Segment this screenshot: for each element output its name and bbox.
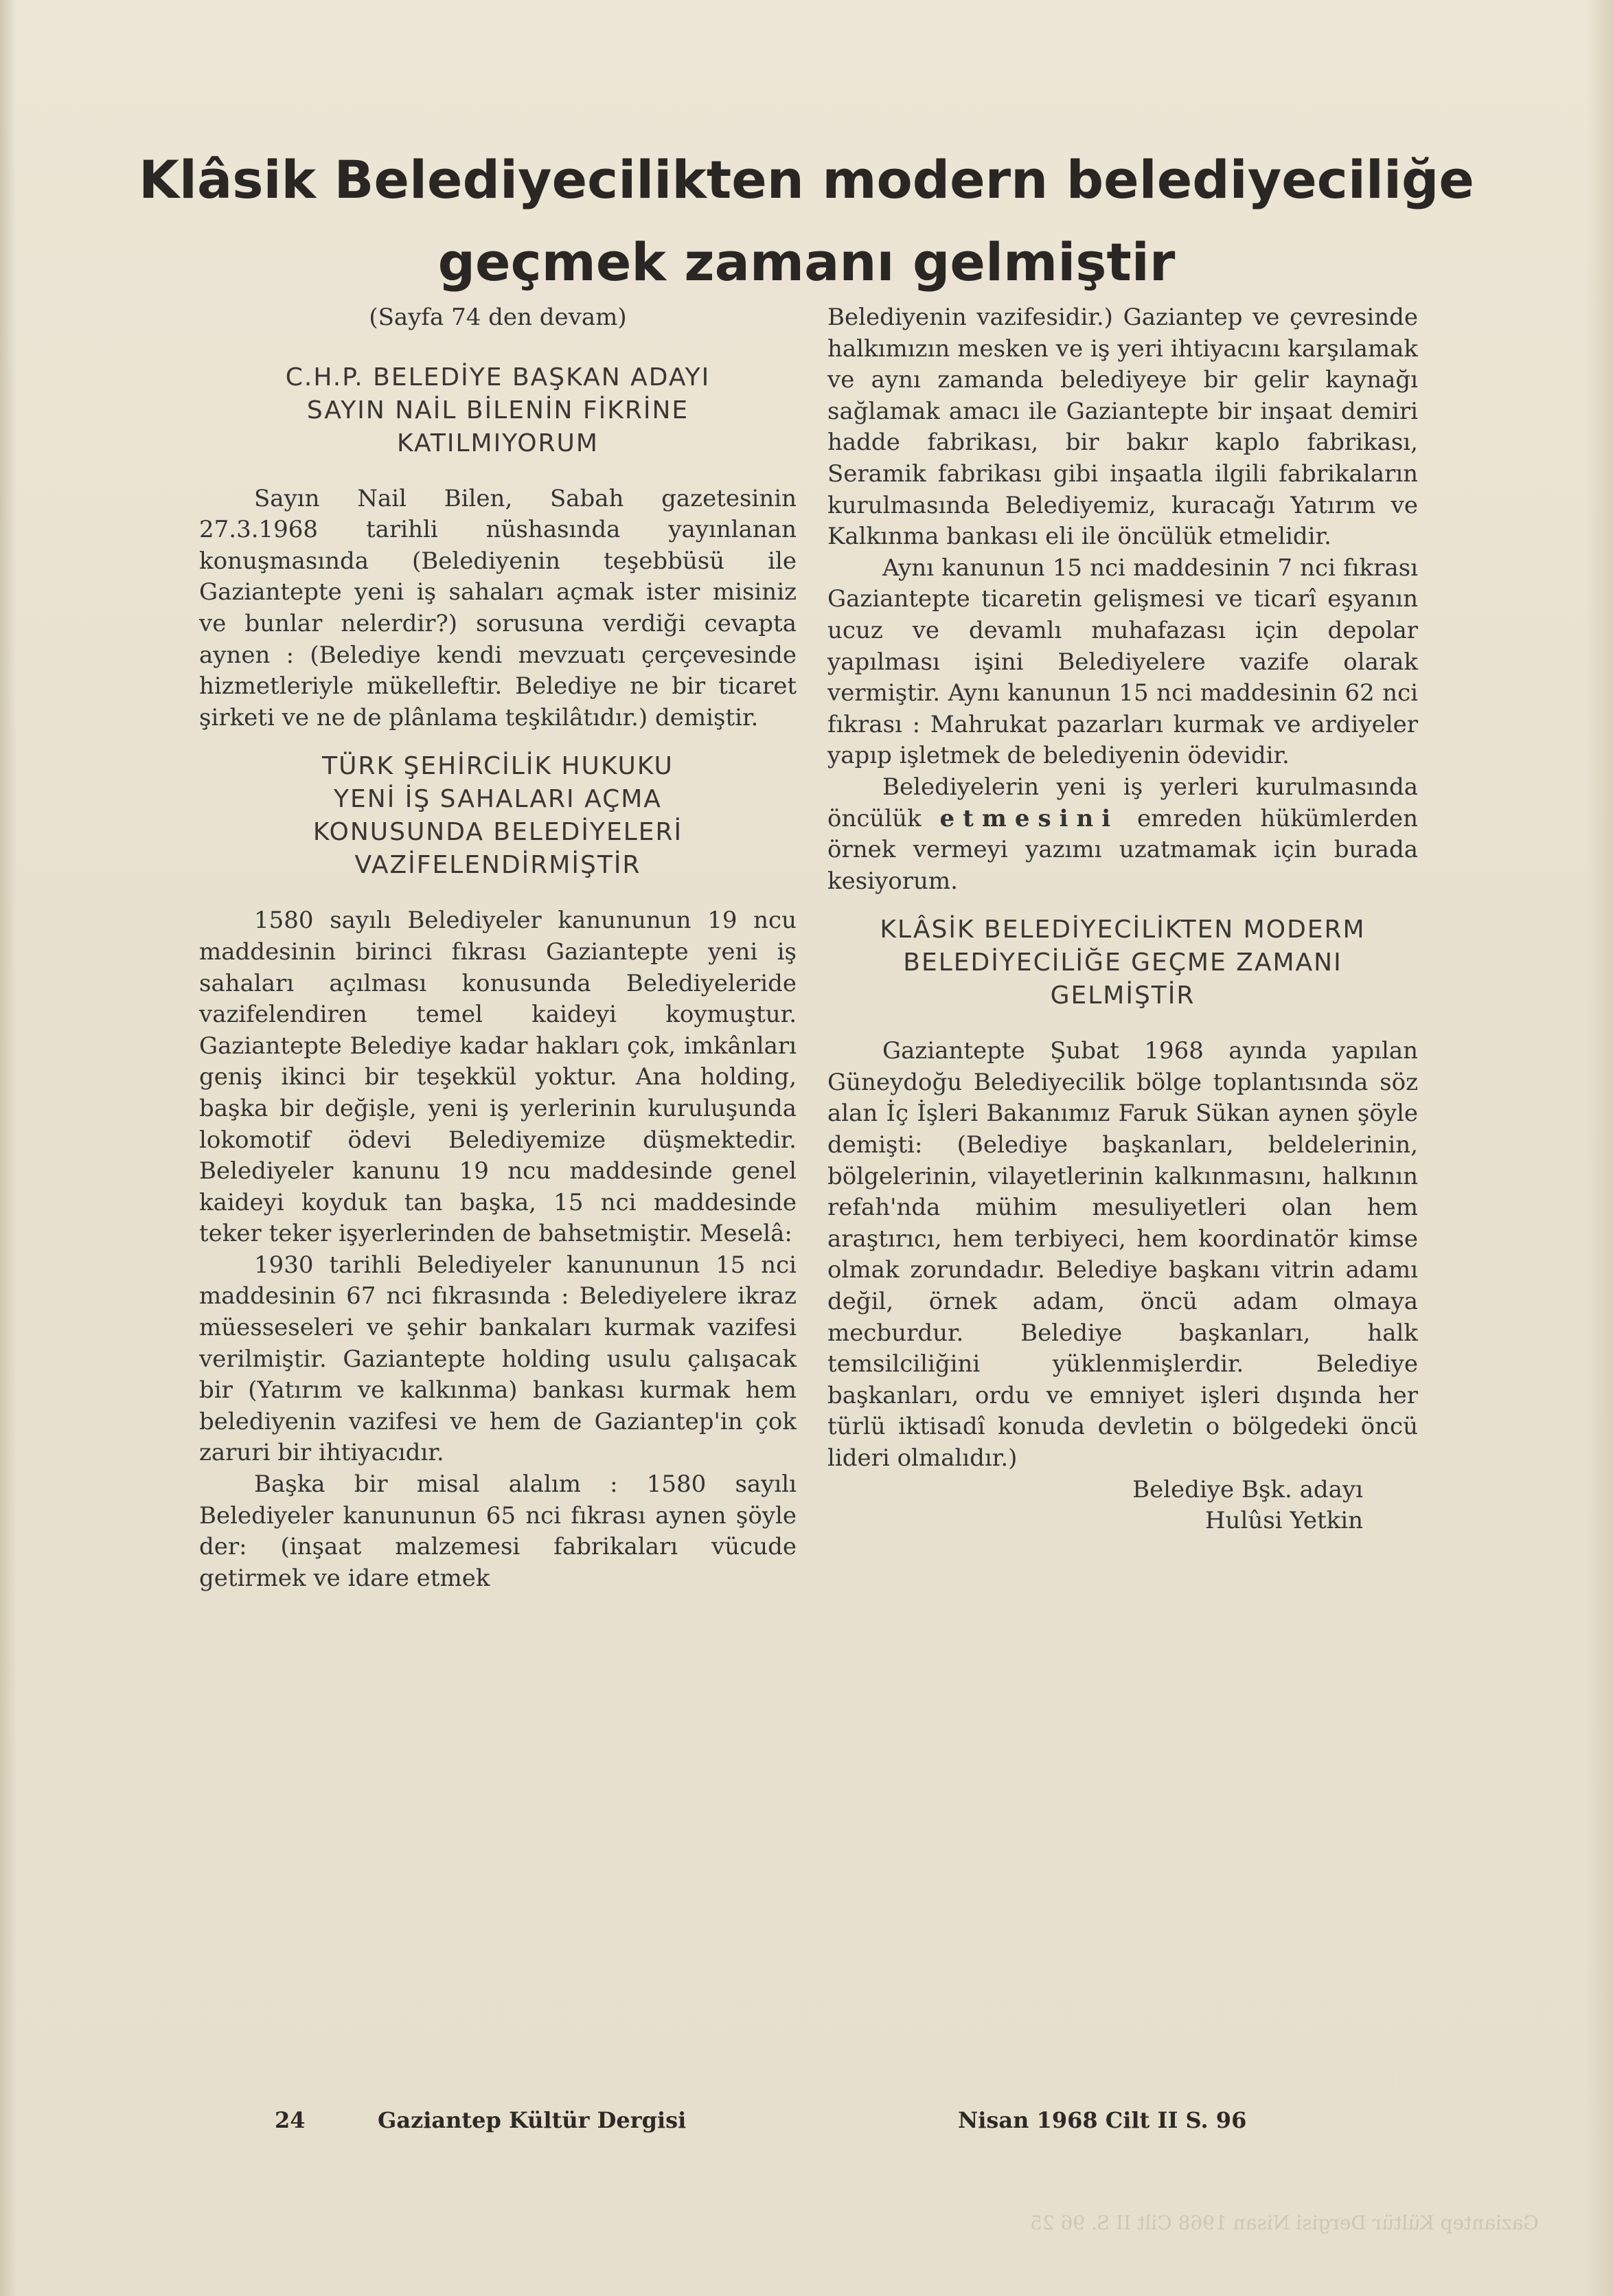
emphasis-spaced-text: etmesini	[939, 804, 1119, 832]
section-heading-1	[199, 361, 797, 460]
signature-block	[827, 1475, 1418, 1537]
page-number: 24	[275, 2107, 306, 2133]
signature-title: Belediye Bşk. adayı	[1132, 1475, 1363, 1503]
heading-line: BELEDİYECİLİĞE GEÇME ZAMANI	[903, 948, 1342, 977]
heading-line: VAZİFELENDİRMİŞTİR	[354, 851, 641, 880]
heading-line: KONUSUNDA BELEDİYELERİ	[312, 818, 683, 847]
paragraph-text: emreden hükümlerden örnek vermeyi yazımı uzatmamak için burada kesiyorum.	[827, 804, 1418, 895]
bleed-through-text: Gaziantep Kültür Dergisi Nisan 1968 Cilt II S. 96 25	[1030, 2212, 1539, 2234]
right-column	[827, 302, 1418, 1537]
paragraph: Gaziantepte Şubat 1968 ayında yapılan Güneydoğu Belediyecilik bölge toplantısında söz alan İç İşleri Bakanımız Faruk Sükan aynen şöyle demişti: (Belediye başkanları, beldelerinin, bölgelerinin, vilayetlerinin kalkınmasını, halkının refah'nda mühim mesuliyetleri olan hem araştırıcı, hem terbiyeci, hem koordinatör kimse olmak zorundadır. Belediye başkanı vitrin adamı değil, örnek adam, öncü adam olmaya mecburdur. Belediye başkanları, halk temsilciliğini yüklenmişlerdir. Belediye başkanları, ordu ve emniyet işleri dışında her türlü iktisadî konuda devletin o bölgedeki öncü lideri olmalıdır.)	[827, 1037, 1418, 1472]
magazine-name: Gaziantep Kültür Dergisi	[378, 2107, 687, 2133]
page-edge-shadow-left	[0, 0, 16, 2296]
heading-line: C.H.P. BELEDİYE BAŞKAN ADAYI	[285, 363, 711, 391]
title-line-1: Klâsik Belediyecilikten modern belediyeciliğe	[139, 149, 1474, 210]
paragraph: 1580 sayılı Belediyeler kanununun 19 ncu maddesinin birinci fıkrası Gaziantepte yeni iş sahaları açılması konusunda Belediyeleride vazifelendiren temel kaideyi koymuştur. Gaziantepte Belediye kadar hakları çok, imkânları geniş ikinci bir teşekkül yoktur. Ana holding, başka bir değişle, yeni iş yerlerinin kuruluşunda lokomotif ödevi Belediyemize düşmektedir. Belediyeler kanunu 19 ncu maddesinde genel kaideyi koyduk tan başka, 15 nci maddesinde teker teker işyerlerinden de bahsetmiştir. Meselâ:	[199, 907, 797, 1248]
paragraph	[827, 772, 1418, 897]
paragraph: Aynı kanunun 15 nci maddesinin 7 nci fıkrası Gaziantepte ticaretin gelişmesi ve ticarî eşyanın ucuz ve devamlı muhafazası için depolar yapılması işini Belediyelere vazife olarak vermiştir. Aynı kanunun 15 nci maddesinin 62 nci fıkrası : Mahrukat pazarları kurmak ve ardiyeler yapıp işletmek de belediyenin ödevidir.	[827, 554, 1418, 770]
heading-line: GELMİŞTİR	[1050, 981, 1196, 1010]
paragraph-text: Belediyelerin yeni iş yerleri kurulmasında öncülük	[827, 773, 1418, 832]
section-heading-2	[199, 750, 797, 882]
paragraph: 1930 tarihli Belediyeler kanununun 15 nci maddesinin 67 nci fıkrasında : Belediyelere ikraz müesseseleri ve şehir bankaları kurmak vazifesi verilmiştir. Gaziantepte holding usulu çalışacak bir (Yatırım ve kalkınma) bankası kurmak hem belediyenin vazifesi ve hem de Gaziantep'in çok zaruri bir ihtiyacıdır.	[199, 1251, 797, 1467]
left-column	[199, 302, 797, 1594]
section-heading-3	[827, 913, 1418, 1012]
issue-info: Nisan 1968 Cilt II S. 96	[958, 2107, 1247, 2133]
signature-name: Hulûsi Yetkin	[1204, 1507, 1363, 1535]
title-line-2: geçmek zamanı gelmiştir	[437, 231, 1176, 293]
paragraph: Başka bir misal alalım : 1580 sayılı Belediyeler kanununun 65 nci fıkrası aynen şöyle der: (inşaat malzemesi fabrikaları vücude getirmek ve idare etmek	[199, 1470, 797, 1592]
continued-note: (Sayfa 74 den devam)	[369, 304, 627, 331]
article-title	[0, 146, 1613, 297]
heading-line: YENİ İŞ SAHALARI AÇMA	[334, 785, 662, 814]
heading-line: KATILMIYORUM	[397, 429, 599, 457]
page-edge-shadow-right	[1586, 0, 1613, 2296]
paragraph: Belediyenin vazifesidir.) Gaziantep ve çevresinde halkımızın mesken ve iş yeri ihtiyacını karşılamak ve aynı zamanda belediyeye bir gelir kaynağı sağlamak amacı ile Gaziantepte bir inşaat demiri hadde fabrikası, bir bakır kaplo fabrikası, Seramik fabrikası gibi inşaatla ilgili fabrikaların kurulmasında Belediyemiz, kuracağı Yatırım ve Kalkınma bankası eli ile öncülük etmelidir.	[827, 304, 1418, 551]
paragraph: Sayın Nail Bilen, Sabah gazetesinin 27.3.1968 tarihli nüshasında yayınlanan konuşmasında (Belediyenin teşebbüsü ile Gaziantepte yeni iş sahaları açmak ister misiniz ve bunlar nelerdir?) sorusuna verdiği cevapta aynen : (Belediye kendi mevzuatı çerçevesinde hizmetleriyle mükelleftir. Belediye ne bir ticaret şirketi ve ne de plânlama teşkilâtıdır.) demiştir.	[199, 484, 797, 731]
heading-line: SAYIN NAİL BİLENİN FİKRİNE	[306, 396, 689, 424]
heading-line: TÜRK ŞEHİRCİLİK HUKUKU	[322, 752, 674, 781]
heading-line: KLÂSİK BELEDİYECİLİKTEN MODERM	[880, 916, 1366, 944]
